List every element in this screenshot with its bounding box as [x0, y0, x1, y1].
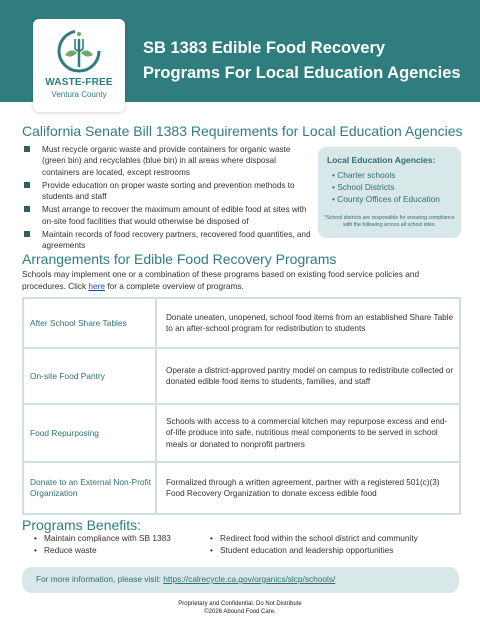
lea-list — [332, 169, 440, 205]
waste-free-logo — [33, 19, 125, 112]
leaf-fork-icon — [53, 25, 105, 77]
logo-name: WASTE-FREE — [45, 77, 113, 88]
benefits-list-left — [34, 533, 171, 556]
program-description: Schools with access to a commercial kitchen may repurpose excess and end-of-life produce into safe, nutritious meal components to be served in school meals or donated to nonprofit partners — [166, 416, 448, 449]
table-row — [24, 349, 459, 405]
logo-subtitle: Ventura County — [51, 90, 107, 99]
benefit-item: • Maintain compliance with SB 1383 — [34, 533, 171, 545]
program-name: Food Repurposing — [24, 405, 157, 461]
lea-item: • County Offices of Education — [332, 194, 440, 204]
arrangements-intro: Schools may implement one or a combination of these programs based on existing food service policies and procedures. Click here for a complete overview of programs. — [22, 269, 420, 291]
footer-confidential: Proprietary and Confidential. Do Not Distribute — [178, 601, 302, 607]
square-bullet-icon — [24, 182, 30, 188]
program-description: Formalized through a written agreement, partner with a registered 501(c)(3) Food Recovery Organization to donate excess edible food — [166, 477, 440, 498]
programs-overview-link[interactable]: here — [88, 281, 106, 291]
benefits-list-right — [210, 533, 418, 556]
lea-item: • Charter schools — [332, 170, 396, 180]
more-info-text: For more information, please visit: https://calrecycle.ca.gov/organics/slcp/schools/ — [36, 574, 336, 584]
square-bullet-icon — [24, 146, 30, 152]
more-info-bar — [22, 567, 459, 593]
lea-item: • School Districts — [332, 182, 395, 192]
header-banner — [0, 0, 480, 102]
page-title — [143, 36, 473, 86]
lea-note: *School districts are responsible for ensuring compliance with the following across all school sites. — [324, 215, 455, 228]
benefits-heading: Programs Benefits: — [22, 517, 142, 533]
title-line-1: SB 1383 Edible Food Recovery — [143, 39, 386, 57]
programs-table — [22, 297, 461, 515]
requirement-item: Must arrange to recover the maximum amount of edible food at sites with on-site food facilities that would otherwise be disposed of — [22, 204, 312, 227]
lea-info-box — [318, 147, 461, 238]
table-row — [24, 463, 459, 513]
program-description: Operate a district-approved pantry model on campus to redistribute collected or donated edible food items to students, families, and staff — [166, 365, 454, 386]
program-description: Donate uneaten, unopened, school food items from an established Share Table to an after-school program for redistribution to students — [166, 312, 454, 333]
program-name: Donate to an External Non-Profit Organization — [24, 463, 157, 513]
square-bullet-icon — [24, 206, 30, 212]
program-name: On-site Food Pantry — [24, 349, 157, 403]
square-bullet-icon — [24, 231, 30, 237]
title-line-2: Programs For Local Education Agencies — [143, 64, 461, 82]
requirements-heading: California Senate Bill 1383 Requirements for Local Education Agencies — [22, 123, 463, 139]
requirements-list — [22, 144, 312, 254]
benefit-item: • Redirect food within the school district and community — [210, 533, 418, 545]
table-row — [24, 405, 459, 463]
benefit-item: • Reduce waste — [34, 545, 171, 557]
footer-copyright: ©2026 Abound Food Care. — [204, 609, 276, 615]
program-name: After School Share Tables — [24, 299, 157, 347]
arrangements-heading: Arrangements for Edible Food Recovery Programs — [22, 251, 337, 267]
calrecycle-link[interactable]: https://calrecycle.ca.gov/organics/slcp/schools/ — [163, 574, 336, 584]
requirement-item: Must recycle organic waste and provide containers for organic waste (green bin) and recyclables (blue bin) in all areas where disposal containers are located, except restrooms — [22, 144, 312, 178]
benefit-item: • Student education and leadership opportunities — [210, 545, 418, 557]
requirement-item: Maintain records of food recovery partners, recovered food quantities, and agreements — [22, 229, 312, 252]
lea-box-title: Local Education Agencies: — [327, 155, 436, 165]
requirement-item: Provide education on proper waste sorting and prevention methods to students and staff — [22, 180, 312, 203]
table-row — [24, 299, 459, 349]
